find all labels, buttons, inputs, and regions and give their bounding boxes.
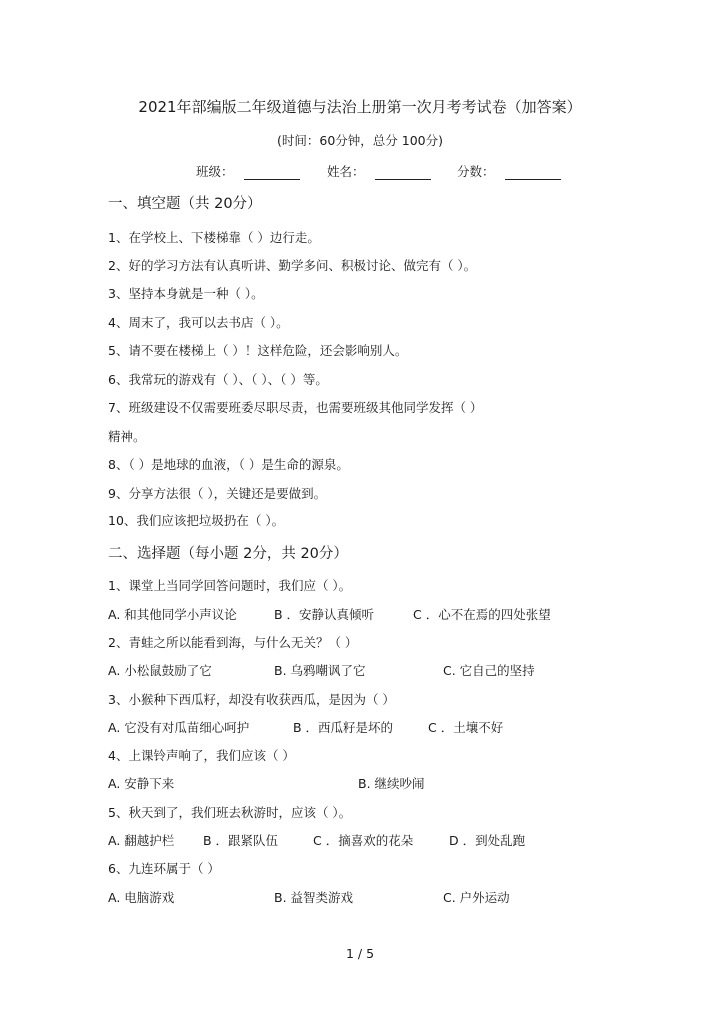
choice-1-option-b: B ．安静认真倾听 [274, 607, 375, 622]
choice-question-2: 2、青蛙之所以能看到海，与什么无关？（ ） [108, 635, 358, 650]
class-blank [244, 165, 300, 180]
class-label: 班级： [196, 164, 234, 179]
choice-2-option-c: C. 它自己的坚持 [443, 663, 535, 678]
choice-question-5: 5、秋天到了，我们班去秋游时，应该（ ）。 [108, 805, 352, 820]
choice-5-option-c: C ．摘喜欢的花朵 [313, 833, 414, 848]
name-field [327, 162, 431, 180]
fill-question-5: 5、请不要在楼梯上（ ）！这样危险，还会影响别人。 [108, 343, 408, 358]
choice-question-4: 4、上课铃声响了，我们应该（ ） [108, 748, 295, 763]
choice-6-option-a: A. 电脑游戏 [108, 890, 175, 905]
fill-question-6: 6、我常玩的游戏有（ ）、（ ）、（ ）等。 [108, 372, 328, 387]
choice-question-1: 1、课堂上当同学回答问题时，我们应（ ）。 [108, 578, 352, 593]
choice-5-option-d: D ．到处乱跑 [449, 833, 526, 848]
score-label: 分数： [457, 164, 495, 179]
choice-2-option-a: A. 小松鼠鼓励了它 [108, 663, 212, 678]
fill-question-7-continued: 精神。 [108, 429, 146, 444]
score-blank [505, 165, 561, 180]
choice-3-option-a: A. 它没有对瓜苗细心呵护 [108, 720, 250, 735]
choice-4-option-a: A. 安静下来 [108, 776, 175, 791]
choice-1-option-a: A. 和其他同学小声议论 [108, 607, 237, 622]
fill-question-10: 10、我们应该把垃圾扔在（ ）。 [108, 513, 285, 528]
class-field [196, 162, 300, 180]
section-fill-blank-heading: 一、填空题（共 20分） [108, 196, 262, 212]
fill-question-9: 9、分享方法很（ ），关键还是要做到。 [108, 486, 327, 501]
fill-question-2: 2、好的学习方法有认真听讲、勤学多问、积极讨论、做完有（ ）。 [108, 258, 477, 273]
choice-6-option-b: B. 益智类游戏 [274, 890, 354, 905]
choice-5-option-b: B ．跟紧队伍 [203, 833, 279, 848]
section-choice-heading: 二、选择题（每小题 2分，共 20分） [108, 546, 348, 562]
choice-3-option-b: B ．西瓜籽是坏的 [293, 720, 394, 735]
choice-3-option-c: C ．土壤不好 [428, 720, 504, 735]
choice-question-3: 3、小猴种下西瓜籽，却没有收获西瓜，是因为（ ） [108, 692, 395, 707]
fill-question-4: 4、周末了，我可以去书店（ ）。 [108, 315, 289, 330]
name-blank [375, 165, 431, 180]
fill-question-3: 3、坚持本身就是一种（ ）。 [108, 286, 264, 301]
choice-1-option-c: C ．心不在焉的四处张望 [413, 607, 551, 622]
fill-question-7: 7、班级建设不仅需要班委尽职尽责，也需要班级其他同学发挥（ ） [108, 400, 483, 415]
choice-question-6: 6、九连环属于（ ） [108, 861, 220, 876]
score-field [457, 162, 561, 180]
fill-question-1: 1、在学校上、下楼梯靠（ ）边行走。 [108, 230, 320, 245]
page-number: 1 / 5 [345, 946, 375, 961]
exam-title: 2021年部编版二年级道德与法治上册第一次月考考试卷（加答案） [138, 98, 582, 116]
choice-6-option-c: C. 户外运动 [443, 890, 510, 905]
choice-4-option-b: B. 继续吵闹 [358, 776, 425, 791]
choice-2-option-b: B. 乌鸦嘲讽了它 [274, 663, 366, 678]
name-label: 姓名： [327, 164, 365, 179]
fill-question-8: 8、（ ）是地球的血液，（ ）是生命的源泉。 [108, 457, 349, 472]
exam-subtitle: (时间：60分钟，总分 100分) [277, 133, 443, 148]
choice-5-option-a: A. 翻越护栏 [108, 833, 175, 848]
